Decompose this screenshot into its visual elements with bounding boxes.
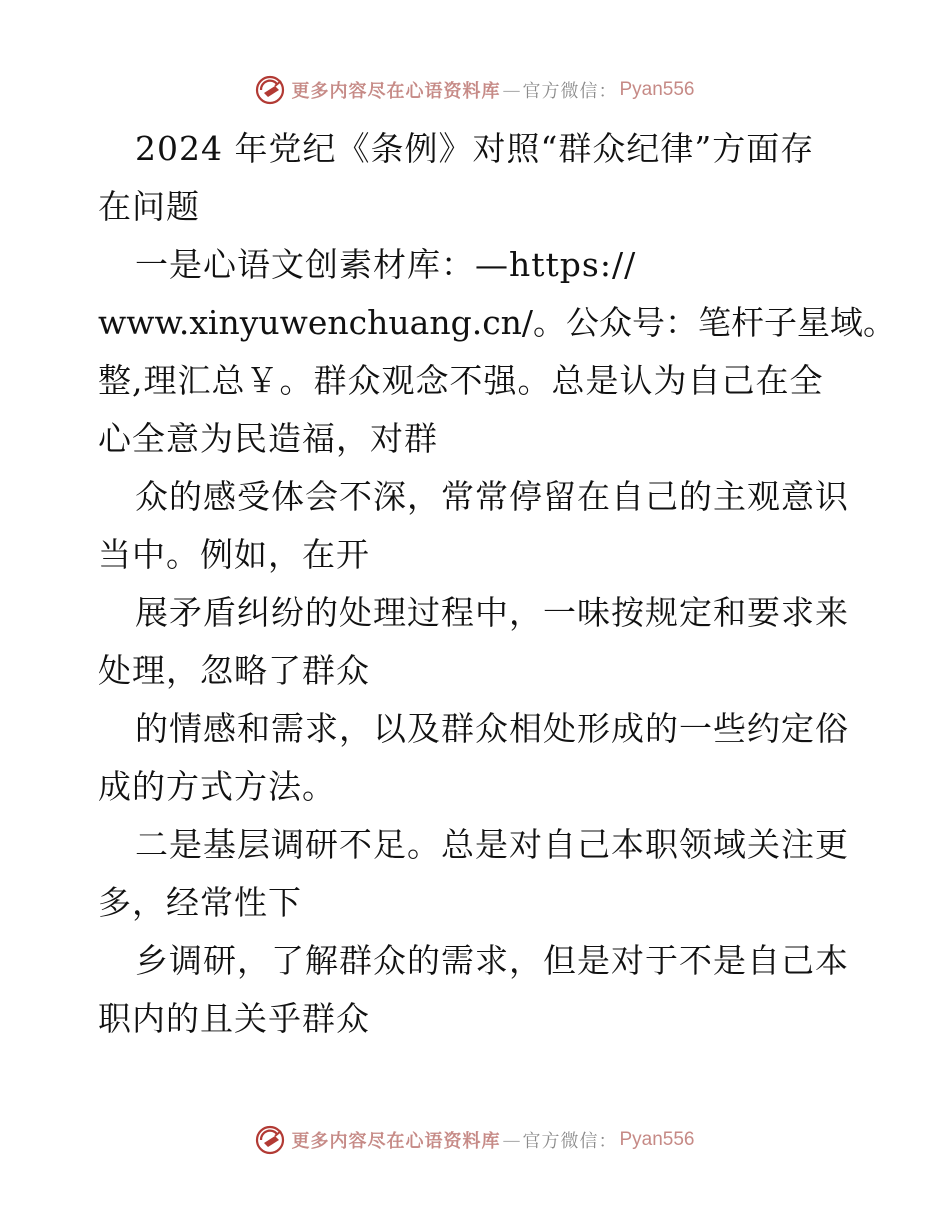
footer-wechat-id: Pyan556 bbox=[619, 1129, 695, 1150]
body-line: 在问题 bbox=[98, 187, 200, 226]
body-line: 一是心语文创素材库：—https:// bbox=[135, 245, 637, 284]
footer-banner bbox=[0, 1120, 950, 1160]
footer-brand-text: 更多内容尽在心语资料库 bbox=[291, 1131, 501, 1152]
scholar-cap-logo-icon bbox=[255, 1125, 285, 1155]
header-wechat-label: 官方微信： bbox=[522, 81, 618, 102]
header-banner bbox=[0, 70, 950, 110]
header-separator: — bbox=[502, 79, 521, 101]
body-line: 整,理汇总￥。群众观念不强。总是认为自己在全 bbox=[98, 361, 824, 400]
body-line: 二是基层调研不足。总是对自己本职领域关注更 bbox=[135, 825, 849, 864]
body-line: 的情感和需求，以及群众相处形成的一些约定俗 bbox=[135, 709, 849, 748]
body-line: 心全意为民造福，对群 bbox=[98, 419, 438, 458]
body-line: 多，经常性下 bbox=[98, 883, 302, 922]
body-line: 当中。例如，在开 bbox=[98, 535, 370, 574]
footer-separator: — bbox=[502, 1129, 521, 1151]
body-line: 职内的且关乎群众 bbox=[98, 999, 370, 1038]
body-line: 2024 年党纪《条例》对照“群众纪律”方面存 bbox=[135, 129, 815, 168]
body-line: 处理，忽略了群众 bbox=[98, 651, 370, 690]
body-line: www.xinyuwenchuang.cn/。公众号：笔杆子星域。 bbox=[98, 303, 897, 342]
footer-wechat-label: 官方微信： bbox=[522, 1131, 618, 1152]
scholar-cap-logo-icon bbox=[255, 75, 285, 105]
body-line: 众的感受体会不深，常常停留在自己的主观意识 bbox=[135, 477, 849, 516]
body-line: 展矛盾纠纷的处理过程中，一味按规定和要求来 bbox=[135, 593, 849, 632]
body-line: 成的方式方法。 bbox=[98, 767, 336, 806]
body-line: 乡调研，了解群众的需求，但是对于不是自己本 bbox=[135, 941, 849, 980]
header-brand-text: 更多内容尽在心语资料库 bbox=[291, 81, 501, 102]
document-body bbox=[98, 120, 897, 1048]
header-wechat-id: Pyan556 bbox=[619, 79, 695, 100]
